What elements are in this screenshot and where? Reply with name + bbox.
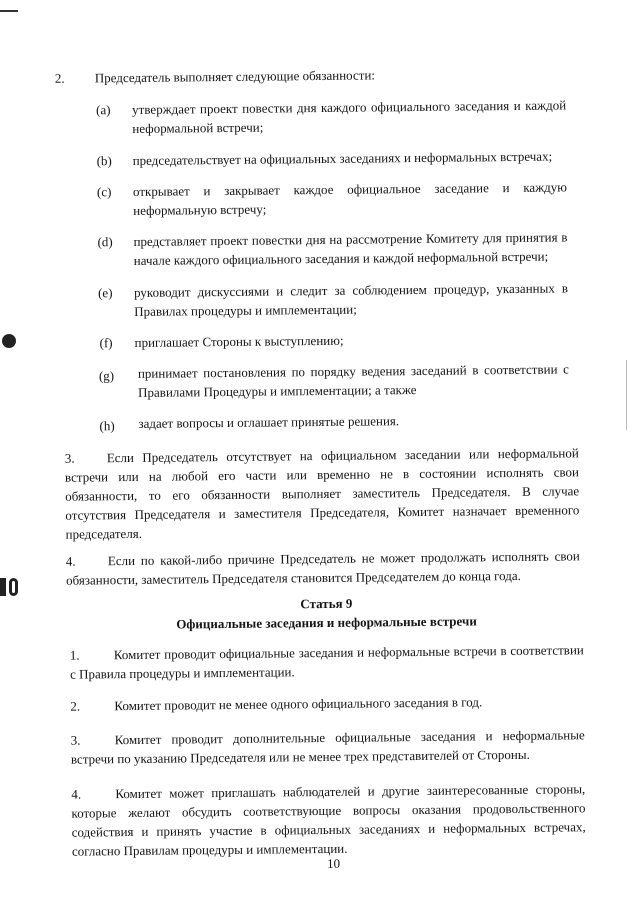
paragraph-number: 4. xyxy=(65,553,76,569)
paragraph-line: отсутствия Председателя и заместителя Председателя, Комитет назначает временного xyxy=(65,502,580,523)
paragraph-line: Комитет проводит дополнительные официальные заседания и неформальные xyxy=(114,727,585,748)
paragraph-line: обязанности, то его обязанности выполняет заместитель Председателя. В случае xyxy=(65,483,580,504)
list-item-letter: (c) xyxy=(96,184,112,200)
list-item-text: представляет проект повестки дня на рассмотрение Комитету для принятия в xyxy=(133,229,568,249)
list-item-letter: (h) xyxy=(99,418,115,434)
list-item-text: неформальную встречу; xyxy=(133,201,267,218)
paragraph-number: 2. xyxy=(54,70,65,86)
list-item-text: руководит дискуссиями и следит за соблюдением процедур, указанных в xyxy=(133,280,569,300)
paragraph-line: встречи или на любой его части или временно не в состоянии исполнять свои xyxy=(64,464,580,485)
list-item-letter: (d) xyxy=(97,234,113,250)
list-item-text: начале каждого официального заседания и каждой неформальной встречи; xyxy=(133,248,549,268)
article-label: Статья 9 xyxy=(300,595,353,612)
list-item-letter: (e) xyxy=(97,285,113,301)
paragraph-number: 1. xyxy=(69,647,80,663)
list-item-text: открывает и закрывает каждое официальное заседание и каждую xyxy=(132,179,568,199)
paragraph-line: Если Председатель отсутствует на официальном заседании или неформальной xyxy=(106,445,579,466)
paragraph-number: 3. xyxy=(64,450,75,466)
paragraph-number: 4. xyxy=(71,786,82,802)
paragraph-line: Комитет проводит не менее одного официального заседания в год. xyxy=(114,694,483,714)
paragraph-line: содействия и принять участие в официальных заседаниях и неформальных встречах, xyxy=(71,819,586,840)
paragraph-number: 2. xyxy=(70,698,81,714)
list-item-text: утверждает проект повестки дня каждого официального заседания и каждой xyxy=(132,97,567,117)
paragraph-line: с Правила процедуры и имплементации. xyxy=(69,664,295,682)
paragraph-line: Если по какой-либо причине Председатель не может продолжать исполнять свои xyxy=(107,548,580,569)
paragraph-lead: Председатель выполняет следующие обязанности: xyxy=(94,67,376,86)
list-item-text: приглашает Стороны к выступлению; xyxy=(134,332,344,350)
paragraph-number: 3. xyxy=(70,732,81,748)
list-item-letter: (a) xyxy=(96,102,111,118)
paragraph-line: председателя. xyxy=(65,525,143,542)
list-item-text: принимает постановления по порядку ведения заседаний в соответствии с xyxy=(137,361,569,381)
article-title: Официальные заседания и неформальные встречи xyxy=(176,613,477,632)
paragraph-line: Комитет проводит официальные заседания и неформальные встречи в соответствии xyxy=(113,642,584,663)
paragraph-line: согласно Правилам процедуры и имплементации. xyxy=(71,840,348,859)
list-item-letter: (b) xyxy=(96,153,112,169)
list-item-text: Правилах процедуры и имплементации; xyxy=(134,301,357,319)
paragraph-line: встречи по указанию Председателя или не менее трех представителей от Стороны. xyxy=(70,746,530,767)
paragraph-line: которые желают обсудить соответствующие вопросы оказания продовольственного xyxy=(71,800,586,821)
list-item-letter: (f) xyxy=(99,335,113,351)
page-number: 10 xyxy=(326,855,341,871)
paragraph-line: Комитет может приглашать наблюдателей и другие заинтересованные стороны, xyxy=(115,781,586,802)
paragraph-line: обязанности, заместитель Председателя становится Председателем до конца года. xyxy=(65,567,521,588)
list-item-letter: (g) xyxy=(98,368,115,384)
list-item-text: неформальной встречи; xyxy=(132,119,264,136)
list-item-text: задает вопросы и оглашает принятые решения. xyxy=(138,413,400,431)
list-item-text: Правилами Процедуры и имплементации; а также xyxy=(138,382,417,400)
list-item-text: председательствует на официальных заседаниях и неформальных встречах; xyxy=(132,148,553,168)
